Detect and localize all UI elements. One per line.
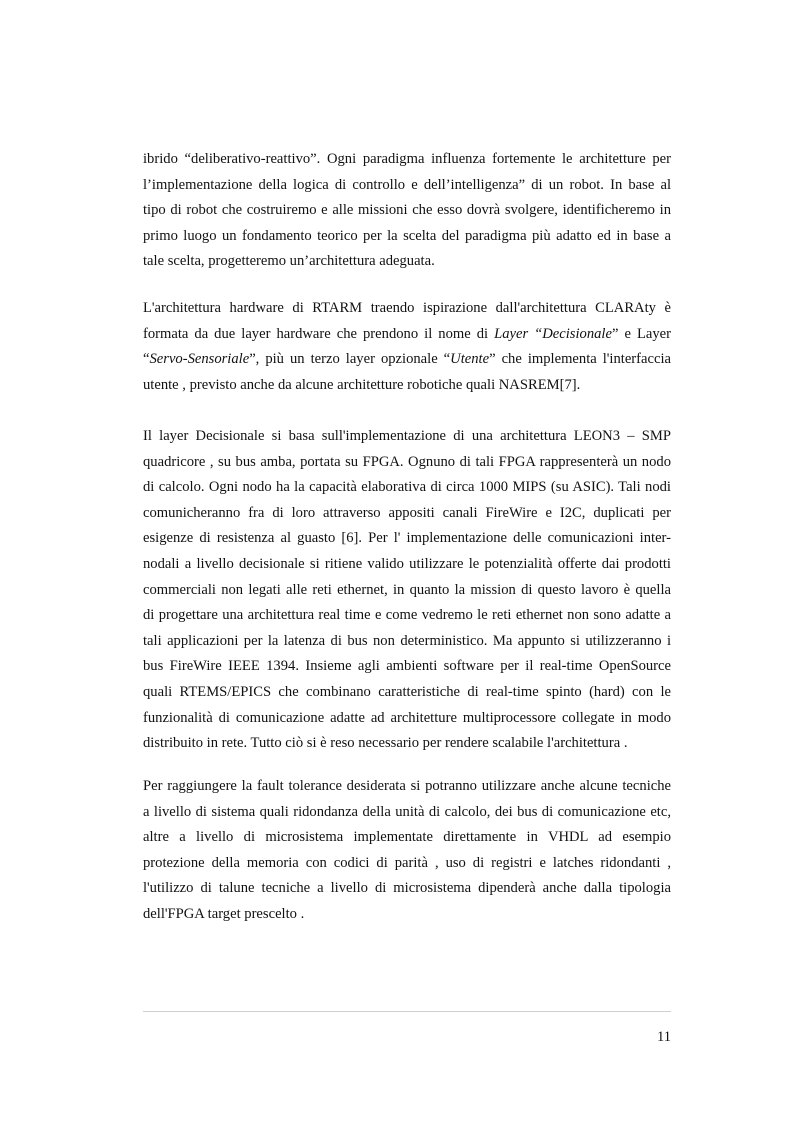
- text-line: primo luogo un fondamento teorico per la scelta del paradigma più adatto ed in base a: [143, 227, 671, 244]
- text-line: tipo di robot che costruiremo e alle missioni che esso dovrà svolgere, identificheremo in: [143, 202, 671, 219]
- text-line: di progettare una architettura real time e come vedremo le reti ethernet non sono adatte a: [143, 607, 671, 624]
- text-run: formata da due layer hardware che prendono il nome di: [143, 325, 495, 342]
- text-line: di calcolo. Ogni nodo ha la capacità elaborativa di circa 1000 MIPS (su ASIC). Tali nodi: [143, 479, 671, 496]
- text-line: quadricore , su bus amba, portata su FPGA. Ognuno di tali FPGA rappresenterà un nodo: [143, 453, 671, 470]
- text-line: bus FireWire IEEE 1394. Insieme agli ambienti software per il real-time OpenSource: [143, 658, 671, 675]
- text-line: [143, 322, 671, 348]
- text-line: funzionalità di comunicazione adatte ad architetture multiprocessore collegate in modo: [143, 709, 671, 726]
- text-line: tale scelta, progetteremo un’architettura adeguata.: [143, 253, 435, 270]
- text-line: commerciali non legati alle reti ethernet, in quanto la mission di questo lavoro è quella: [143, 581, 671, 598]
- text-line: [143, 347, 671, 373]
- text-run: “: [143, 351, 150, 368]
- italic-utente: Utente: [450, 351, 490, 368]
- text-line: a livello di sistema quali ridondanza della unità di calcolo, dei bus di comunicazione etc,: [143, 803, 671, 820]
- text-run: ” che implementa l'interfaccia: [489, 351, 671, 368]
- italic-layer-decisionale: Layer “Decisionale: [494, 325, 612, 342]
- text-line: ibrido “deliberativo-reattivo”. Ogni paradigma influenza fortemente le architetture per: [143, 151, 671, 167]
- paragraph-fault-tolerance: [143, 774, 671, 928]
- page-number: 11: [656, 1029, 671, 1045]
- text-line: Il layer Decisionale si basa sull'implementazione di una architettura LEON3 – SMP: [143, 428, 671, 444]
- text-line: quali RTEMS/EPICS che combinano caratteristiche di real-time spinto (hard) con le: [143, 683, 671, 700]
- paragraph-hardware-architecture: [143, 296, 671, 398]
- text-line: l'utilizzo di talune tecniche a livello di microsistema dipenderà anche dalla tipologia: [143, 880, 671, 897]
- text-run: ”, più un terzo layer opzionale “: [249, 351, 451, 368]
- text-line: utente , previsto anche da alcune architetture robotiche quali NASREM[7].: [143, 376, 581, 393]
- text-line: nodali a livello decisionale si ritiene valido utilizzare le potenzialità offerte dai prodotti: [143, 555, 671, 572]
- paragraph-decisional-layer: [143, 424, 671, 757]
- text-line: L'architettura hardware di RTARM traendo ispirazione dall'architettura CLARAty è: [143, 300, 671, 316]
- footer-divider: [143, 1011, 671, 1012]
- text-line: Per raggiungere la fault tolerance desiderata si potranno utilizzare anche alcune tecniche: [143, 778, 671, 794]
- text-line: esigenze di resistenza al guasto [6]. Per l' implementazione delle comunicazioni inter-: [143, 530, 671, 547]
- text-line: dell'FPGA target prescelto .: [143, 905, 305, 922]
- text-line: tali applicazioni per la latenza di bus non deterministico. Ma appunto si utilizzeranno i: [143, 632, 671, 649]
- text-run: ” e Layer: [611, 325, 671, 342]
- text-line: l’implementazione della logica di controllo e dell’intelligenza” di un robot. In base al: [143, 176, 671, 193]
- text-line: comunicheranno fra di loro attraverso appositi canali FireWire e I2C, duplicati per: [143, 504, 671, 521]
- text-line: protezione della memoria con codici di parità , uso di registri e latches ridondanti ,: [143, 854, 671, 871]
- text-line: altre a livello di microsistema implementate direttamente in VHDL ad esempio: [143, 829, 671, 846]
- italic-servo-sensoriale: Servo-Sensoriale: [149, 351, 250, 368]
- paragraph-paradigm: [143, 147, 671, 275]
- text-line: distribuito in rete. Tutto ciò si è reso necessario per rendere scalabile l'architettura .: [143, 735, 628, 752]
